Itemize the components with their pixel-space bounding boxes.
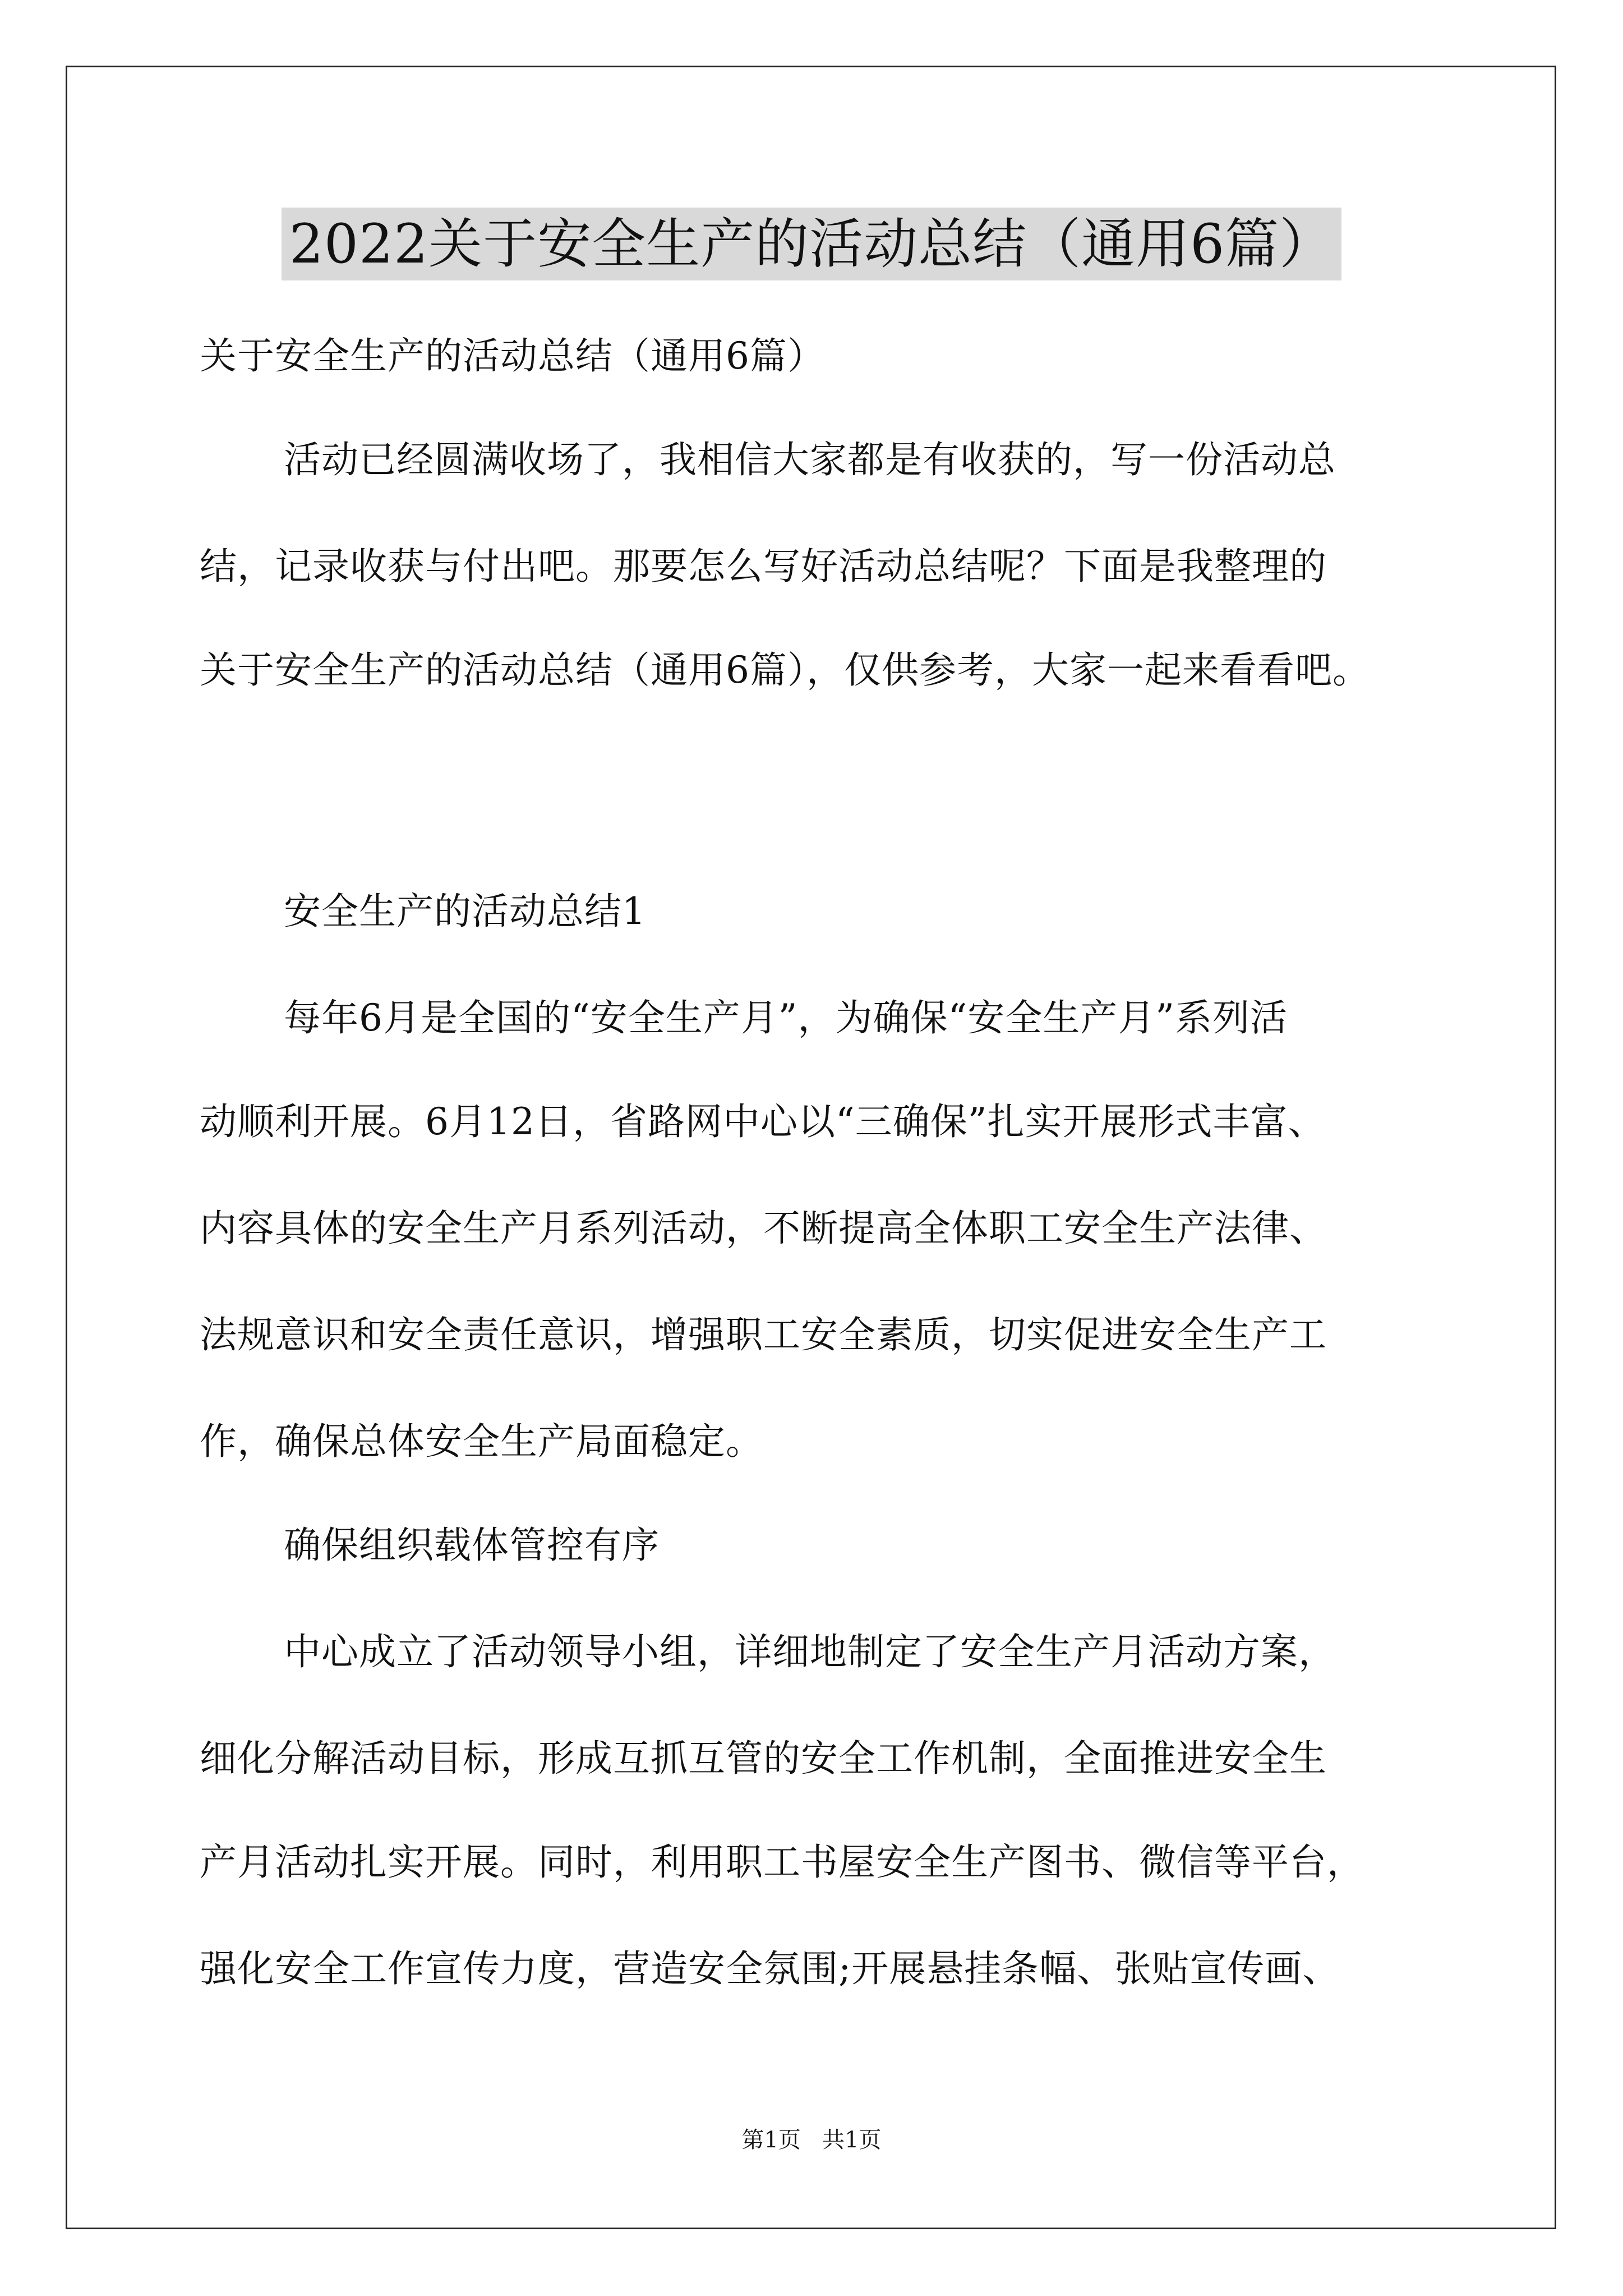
paragraph-line: 活动已经圆满收场了，我相信大家都是有收获的，写一份活动总 [284, 438, 1336, 481]
paragraph-line: 动顺利开展。6月12日，省路网中心以“三确保”扎实开展形式丰富、 [200, 1100, 1326, 1143]
paragraph-line: 强化安全工作宣传力度，营造安全氛围;开展悬挂条幅、张贴宣传画、 [200, 1947, 1340, 1990]
page-border [66, 66, 1556, 2229]
paragraph-line: 作，确保总体安全生产局面稳定。 [200, 1420, 763, 1463]
paragraph-line: 法规意识和安全责任意识，增强职工安全素质，切实促进安全生产工 [200, 1313, 1327, 1356]
paragraph-line: 产月活动扎实开展。同时，利用职工书屋安全生产图书、微信等平台， [200, 1841, 1364, 1884]
page-footer: 第1页 共1页 [741, 2127, 882, 2153]
paragraph-line: 每年6月是全国的“安全生产月”，为确保“安全生产月”系列活 [284, 996, 1288, 1039]
subtitle-line: 关于安全生产的活动总结（通用6篇） [200, 334, 825, 378]
paragraph-line: 中心成立了活动领导小组，详细地制定了安全生产月活动方案， [284, 1630, 1336, 1673]
paragraph-line: 结，记录收获与付出吧。那要怎么写好活动总结呢？下面是我整理的 [200, 545, 1327, 588]
title-area [0, 208, 1623, 280]
paragraph-line: 内容具体的安全生产月系列活动，不断提高全体职工安全生产法律、 [200, 1207, 1327, 1250]
paragraph-line: 细化分解活动目标，形成互抓互管的安全工作机制，全面推进安全生 [200, 1737, 1327, 1780]
paragraph-line: 关于安全生产的活动总结（通用6篇），仅供参考，大家一起来看看吧。 [200, 648, 1370, 692]
subsection-heading: 确保组织载体管控有序 [284, 1524, 660, 1567]
section-heading: 安全生产的活动总结1 [284, 890, 646, 933]
document-title: 2022关于安全生产的活动总结（通用6篇） [282, 208, 1341, 280]
